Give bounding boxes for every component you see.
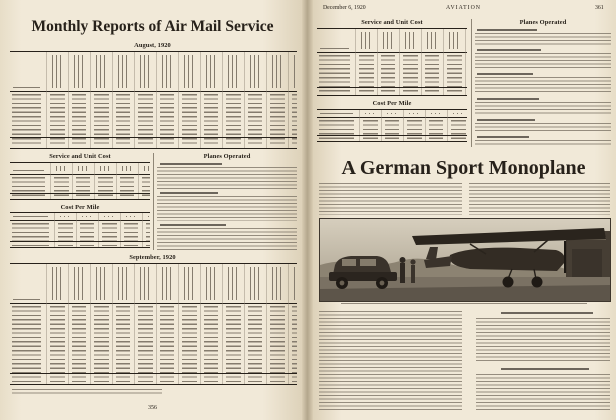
running-header-date: December 6, 1920 <box>323 5 366 11</box>
cost-per-mile-heading: Cost Per Mile <box>372 100 412 107</box>
right-page <box>311 0 616 420</box>
left-page <box>0 0 305 420</box>
subheading-mark <box>160 163 222 165</box>
text-block <box>157 228 297 250</box>
table-totals-rule <box>10 373 297 374</box>
article-text-column-right <box>469 183 610 215</box>
text-block <box>475 33 611 46</box>
article-text-lower-left <box>319 311 462 411</box>
subheading-mark <box>477 49 541 51</box>
table-totals-rule <box>10 193 150 194</box>
specifications-list <box>476 318 610 362</box>
table-august <box>10 51 297 149</box>
service-unit-cost-heading: Service and Unit Cost <box>361 19 423 26</box>
subheading-mark <box>501 368 589 370</box>
running-header-magazine: AVIATION <box>446 5 481 11</box>
column-rule <box>153 153 154 250</box>
table-rows <box>10 94 297 147</box>
photo-caption <box>341 303 587 305</box>
subheading-mark <box>477 98 539 100</box>
footnote <box>12 389 162 394</box>
table-totals-rule <box>317 135 467 136</box>
table-september <box>10 263 297 385</box>
table-totals-rule <box>10 241 150 242</box>
text-block <box>475 53 611 70</box>
table-rows <box>317 120 467 140</box>
table-caption-september: September, 1920 <box>129 254 176 261</box>
cost-per-mile-heading: Cost Per Mile <box>60 204 100 211</box>
article-text-column-left <box>319 183 462 215</box>
text-block <box>157 196 297 221</box>
planes-operated-heading: Planes Operated <box>519 19 567 26</box>
text-block <box>475 102 611 116</box>
text-block <box>475 123 611 133</box>
page-title: Monthly Reports of Air Mail Service <box>31 18 274 35</box>
table-rows <box>10 177 150 198</box>
photo-monoplane <box>319 218 611 302</box>
table-service-unit-cost <box>10 162 150 200</box>
table-caption-august: August, 1920 <box>134 42 171 49</box>
table-totals-rule <box>317 87 467 88</box>
table-service-unit-cost <box>317 28 467 96</box>
subheading-mark <box>477 136 529 138</box>
gutter-shadow <box>302 0 313 420</box>
table-cost-per-mile <box>317 109 467 142</box>
service-unit-cost-heading: Service and Unit Cost <box>49 153 111 160</box>
table-cost-per-mile <box>10 212 150 248</box>
specifications-heading-mark <box>501 312 593 314</box>
page-number: 356 <box>148 405 157 411</box>
subheading-mark <box>160 192 218 194</box>
table-rows <box>10 306 297 383</box>
article-title: A German Sport Monoplane <box>341 157 586 179</box>
subheading-mark <box>477 119 535 121</box>
photo-image <box>320 219 610 301</box>
subheading-mark <box>477 73 533 75</box>
subheading-mark <box>477 29 537 31</box>
text-block <box>475 140 611 147</box>
column-rule <box>471 19 472 147</box>
text-block <box>475 77 611 94</box>
table-rows <box>317 55 467 94</box>
text-block <box>157 167 297 189</box>
page-number: 361 <box>595 5 604 11</box>
article-text-lower-right <box>476 374 610 411</box>
table-rows <box>10 223 150 246</box>
planes-operated-heading: Planes Operated <box>203 153 251 160</box>
subheading-mark <box>160 224 226 226</box>
table-totals-rule <box>10 137 297 138</box>
